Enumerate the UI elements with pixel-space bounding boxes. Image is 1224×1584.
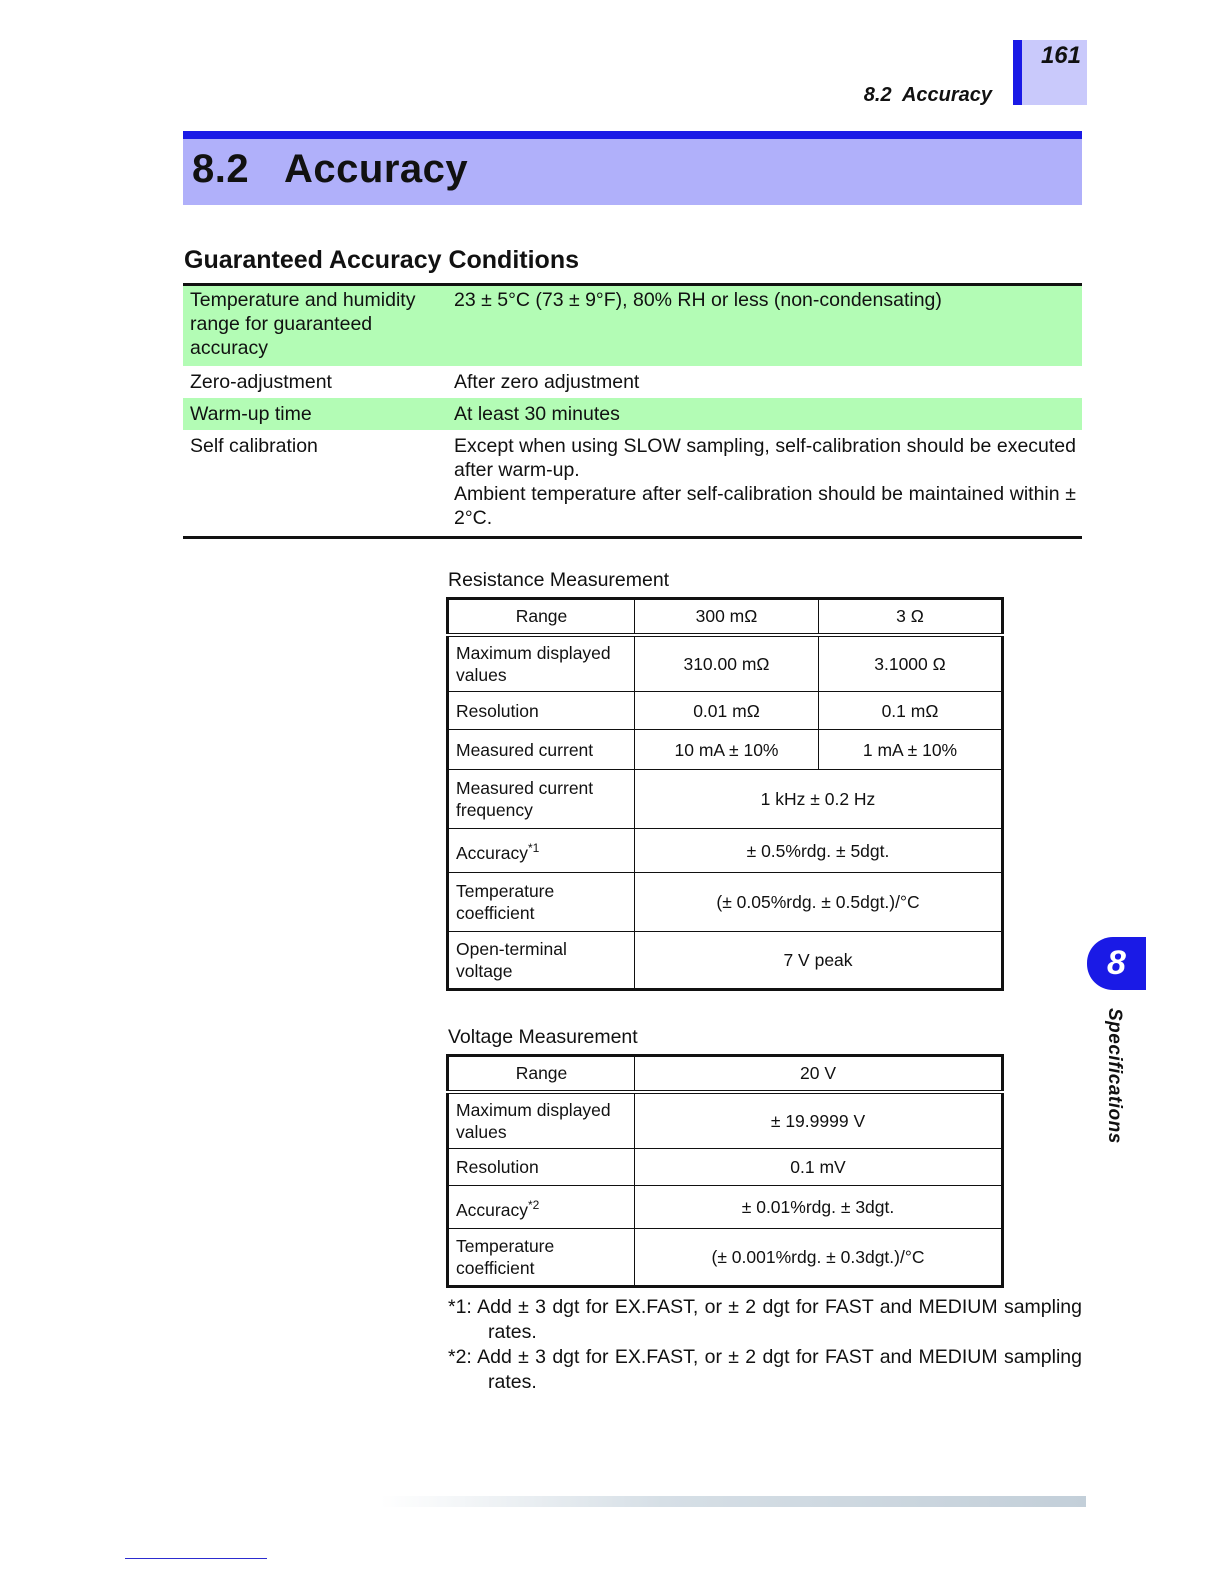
chapter-tab[interactable]: 8 — [1087, 937, 1146, 990]
row-label: Maximum displayed values — [448, 1092, 635, 1149]
table-row — [448, 1229, 1003, 1287]
condition-value: After zero adjustment — [454, 371, 640, 393]
resistance-table — [446, 597, 1004, 991]
table-row — [448, 692, 1003, 730]
footnote-ref: *2 — [527, 1197, 540, 1212]
cell-value: 1 mA ± 10% — [819, 730, 1003, 770]
page-number: 161 — [1040, 42, 1081, 69]
row-label: Measured current — [448, 730, 635, 770]
condition-label: Zero-adjustment — [190, 371, 332, 393]
row-label: Open-terminal voltage — [448, 932, 635, 990]
row-label: Temperature coefficient — [448, 873, 635, 932]
cell-value: 1 kHz ± 0.2 Hz — [635, 770, 1003, 829]
section-number: 8.2 — [192, 147, 250, 191]
page-number-box — [1013, 40, 1087, 105]
row-label — [448, 829, 635, 873]
condition-value-group — [447, 432, 1082, 532]
running-header: 8.2 Accuracy — [863, 84, 992, 106]
cell-value: 0.1 mΩ — [819, 692, 1003, 730]
condition-value: Except when using SLOW sampling, self-calibration should be executed after warm-up. — [454, 435, 1076, 481]
table-row — [448, 1092, 1003, 1149]
footer-line — [125, 1558, 267, 1559]
cell-value: 7 V peak — [635, 932, 1003, 990]
row-label: Maximum displayed values — [448, 635, 635, 692]
table-row — [448, 730, 1003, 770]
table-row — [448, 829, 1003, 873]
footnote-2: *2: Add ± 3 dgt for EX.FAST, or ± 2 dgt for FAST and MEDIUM sampling rates. — [448, 1346, 1082, 1393]
row-label: Resolution — [448, 692, 635, 730]
table-row — [183, 286, 1082, 366]
row-label: Temperature coefficient — [448, 1229, 635, 1287]
conditions-table — [183, 283, 1082, 539]
table-row — [448, 873, 1003, 932]
cell-value: 0.1 mV — [635, 1149, 1003, 1186]
table-row — [448, 770, 1003, 829]
table-row — [183, 398, 1082, 430]
cell-value: 10 mA ± 10% — [635, 730, 819, 770]
condition-label: Warm-up time — [190, 403, 312, 425]
row-label: Measured current frequency — [448, 770, 635, 829]
condition-value: At least 30 minutes — [454, 403, 620, 425]
voltage-table — [446, 1054, 1004, 1288]
cell-value: ± 0.5%rdg. ± 5dgt. — [635, 829, 1003, 873]
condition-label: Temperature and humidity range for guaranteed accuracy — [190, 289, 416, 359]
table-row — [448, 1056, 1003, 1092]
cell-value: ± 19.9999 V — [635, 1092, 1003, 1149]
chapter-label: Specifications — [1104, 1008, 1125, 1144]
cell-value: ± 0.01%rdg. ± 3dgt. — [635, 1186, 1003, 1229]
cell-value: 0.01 mΩ — [635, 692, 819, 730]
resistance-caption: Resistance Measurement — [448, 569, 670, 591]
condition-value: 23 ± 5°C (73 ± 9°F), 80% RH or less (non-condensating) — [454, 289, 942, 311]
table-row — [448, 932, 1003, 990]
table-row — [183, 366, 1082, 398]
footnote-ref: *1 — [527, 841, 540, 856]
footnote-1: *1: Add ± 3 dgt for EX.FAST, or ± 2 dgt for FAST and MEDIUM sampling rates. — [448, 1296, 1082, 1343]
table-row — [448, 599, 1003, 635]
voltage-caption: Voltage Measurement — [448, 1026, 638, 1048]
accuracy-label: Accuracy — [456, 842, 528, 863]
section-title-text: Accuracy — [284, 147, 469, 191]
range-label: Range — [448, 599, 635, 635]
conditions-heading: Guaranteed Accuracy Conditions — [184, 246, 579, 274]
range-value: 20 V — [635, 1056, 1003, 1092]
condition-label: Self calibration — [190, 435, 318, 457]
cell-value: 310.00 mΩ — [635, 635, 819, 692]
cell-value: 3.1000 Ω — [819, 635, 1003, 692]
range-value: 300 mΩ — [635, 599, 819, 635]
range-value: 3 Ω — [819, 599, 1003, 635]
accuracy-label: Accuracy — [456, 1199, 528, 1220]
table-row — [448, 1149, 1003, 1186]
table-row — [448, 635, 1003, 692]
cell-value: (± 0.001%rdg. ± 0.3dgt.)/°C — [635, 1229, 1003, 1287]
cell-value: (± 0.05%rdg. ± 0.5dgt.)/°C — [635, 873, 1003, 932]
section-title-band — [183, 131, 1082, 205]
table-row — [183, 430, 1082, 536]
table-row — [448, 1186, 1003, 1229]
section-title — [192, 147, 468, 192]
condition-value-2: Ambient temperature after self-calibration should be maintained within ± 2°C. — [454, 483, 1076, 529]
range-label: Range — [448, 1056, 635, 1092]
row-label: Resolution — [448, 1149, 635, 1186]
row-label — [448, 1186, 635, 1229]
footer-bar — [380, 1496, 1086, 1507]
